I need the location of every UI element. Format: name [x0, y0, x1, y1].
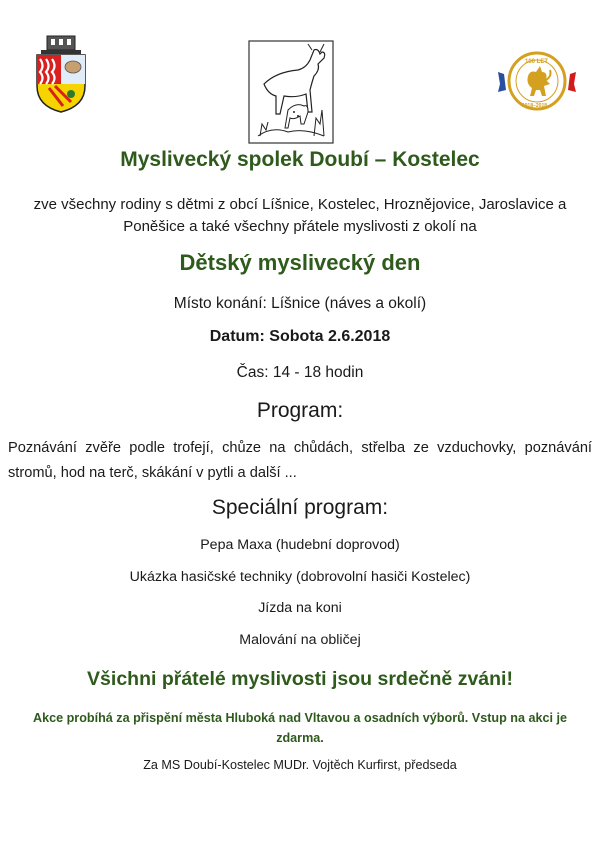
- anniversary-top-text: 100 LET: [525, 59, 549, 65]
- slogan: Všichni přátelé myslivosti jsou srdečně zváni!: [87, 668, 513, 690]
- special-program-item: Malování na obličej: [239, 632, 361, 648]
- sponsor-note: Akce probíhá za přispění města Hluboká nad Vltavou a osadních výborů. Vstup na akci je zdarma.: [33, 711, 567, 745]
- special-program-item: Ukázka hasičské techniky (dobrovolní hasiči Kostelec): [129, 569, 471, 585]
- invitation-text: zve všechny rodiny s dětmi z obcí Líšnice, Kostelec, Hroznějovice, Jaroslavice a Poněšice a také všechny přátele myslivosti z okolí na: [33, 196, 567, 235]
- event-name: Dětský myslivecký den: [179, 250, 421, 275]
- event-date: Datum: Sobota 2.6.2018: [209, 328, 391, 345]
- signature: Za MS Doubí-Kostelec MUDr. Vojtěch Kurfirst, předseda: [143, 758, 457, 772]
- program-text: Poznávání zvěře podle trofejí, chůze na chůdách, střelba ze vzduchovky, poznávání stromů, hod na terč, skákání v pytli a další ...: [8, 440, 592, 481]
- page-title: Myslivecký spolek Doubí – Kostelec: [120, 148, 480, 171]
- program-heading: Program:: [256, 399, 344, 422]
- special-program-item: Pepa Maxa (hudební doprovod): [200, 537, 400, 553]
- anniversary-bottom-text: 1918–2018: [522, 103, 548, 109]
- anniversary-emblem: [496, 50, 578, 112]
- special-program-heading: Speciální program:: [211, 496, 389, 519]
- deer-drawing: [248, 40, 334, 144]
- coat-of-arms-logo: [33, 34, 89, 114]
- event-time: Čas: 14 - 18 hodin: [236, 364, 364, 381]
- logo-row: [0, 0, 600, 150]
- event-place: Místo konání: Líšnice (náves a okolí): [173, 295, 427, 312]
- special-program-item: Jízda na koni: [258, 600, 342, 616]
